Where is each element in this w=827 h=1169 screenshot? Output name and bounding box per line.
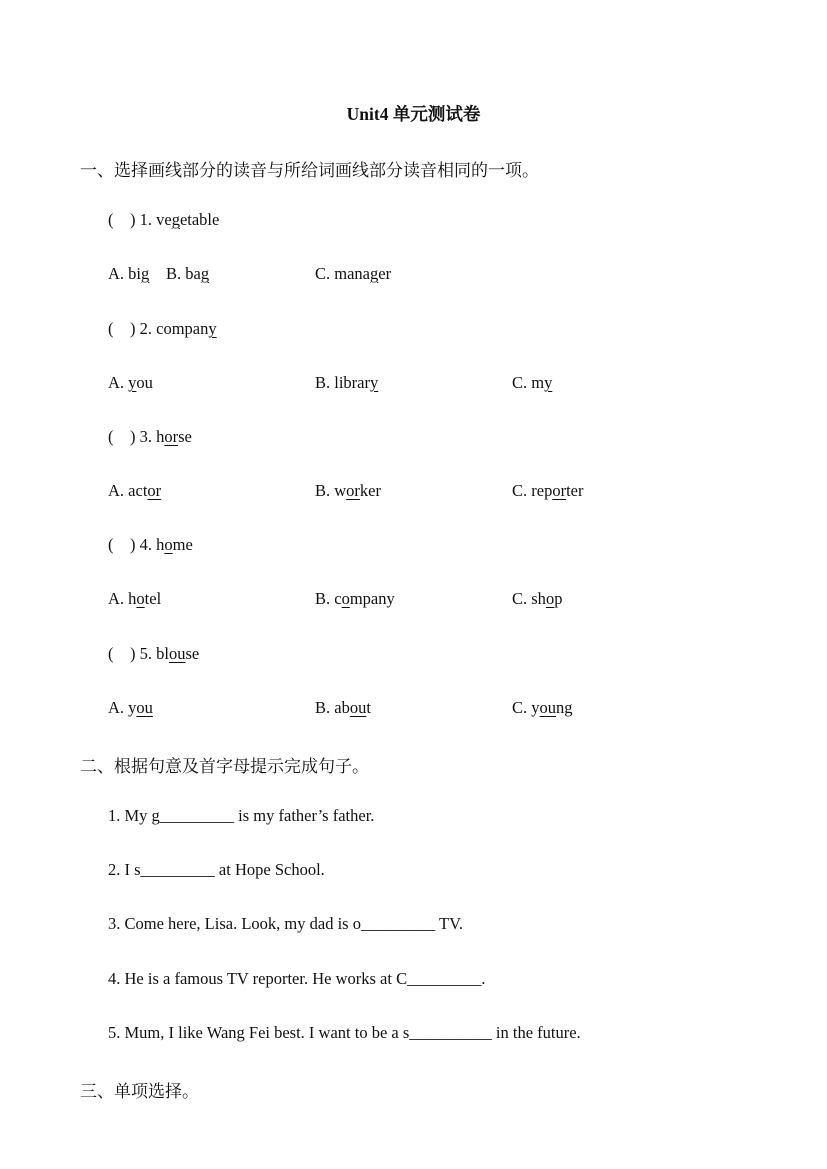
question-3-option-c: C. reporter (512, 481, 584, 500)
section-3-heading: 三、单项选择。 (80, 1082, 199, 1101)
fill-sentence-5: 5. Mum, I like Wang Fei best. I want to be a s__________ in the future. (108, 1023, 581, 1042)
question-3-stem: ( ) 3. horse (108, 427, 192, 446)
page-title: Unit4 单元测试卷 (346, 104, 481, 124)
question-1-stem: ( ) 1. vegetable (108, 210, 220, 229)
question-1-option-b: B. bag (166, 264, 210, 283)
question-5-option-c: C. young (512, 698, 573, 717)
fill-sentence-1: 1. My g_________ is my father’s father. (108, 806, 375, 825)
question-4-option-a: A. hotel (108, 589, 162, 608)
question-2-option-b: B. library (315, 373, 379, 392)
question-3-option-a: A. actor (108, 481, 162, 500)
fill-sentence-4: 4. He is a famous TV reporter. He works at C_________. (108, 969, 486, 988)
fill-sentence-3: 3. Come here, Lisa. Look, my dad is o_________ TV. (108, 914, 464, 933)
question-5-stem: ( ) 5. blouse (108, 644, 200, 663)
question-2-option-a: A. you (108, 373, 153, 392)
question-2-stem: ( ) 2. company (108, 319, 217, 338)
question-4-option-b: B. company (315, 589, 395, 608)
question-4-option-c: C. shop (512, 589, 563, 608)
question-5-option-b: B. about (315, 698, 371, 717)
question-2-option-c: C. my (512, 373, 553, 392)
question-4-stem: ( ) 4. home (108, 535, 193, 554)
question-1-option-a: A. big (108, 264, 150, 283)
question-1-option-c: C. manager (315, 264, 392, 283)
section-1-heading: 一、选择画线部分的读音与所给词画线部分读音相同的一项。 (80, 161, 539, 180)
section-2-heading: 二、根据句意及首字母提示完成句子。 (80, 757, 369, 776)
question-3-option-b: B. worker (315, 481, 381, 500)
fill-sentence-2: 2. I s_________ at Hope School. (108, 860, 325, 879)
question-5-option-a: A. you (108, 698, 153, 717)
